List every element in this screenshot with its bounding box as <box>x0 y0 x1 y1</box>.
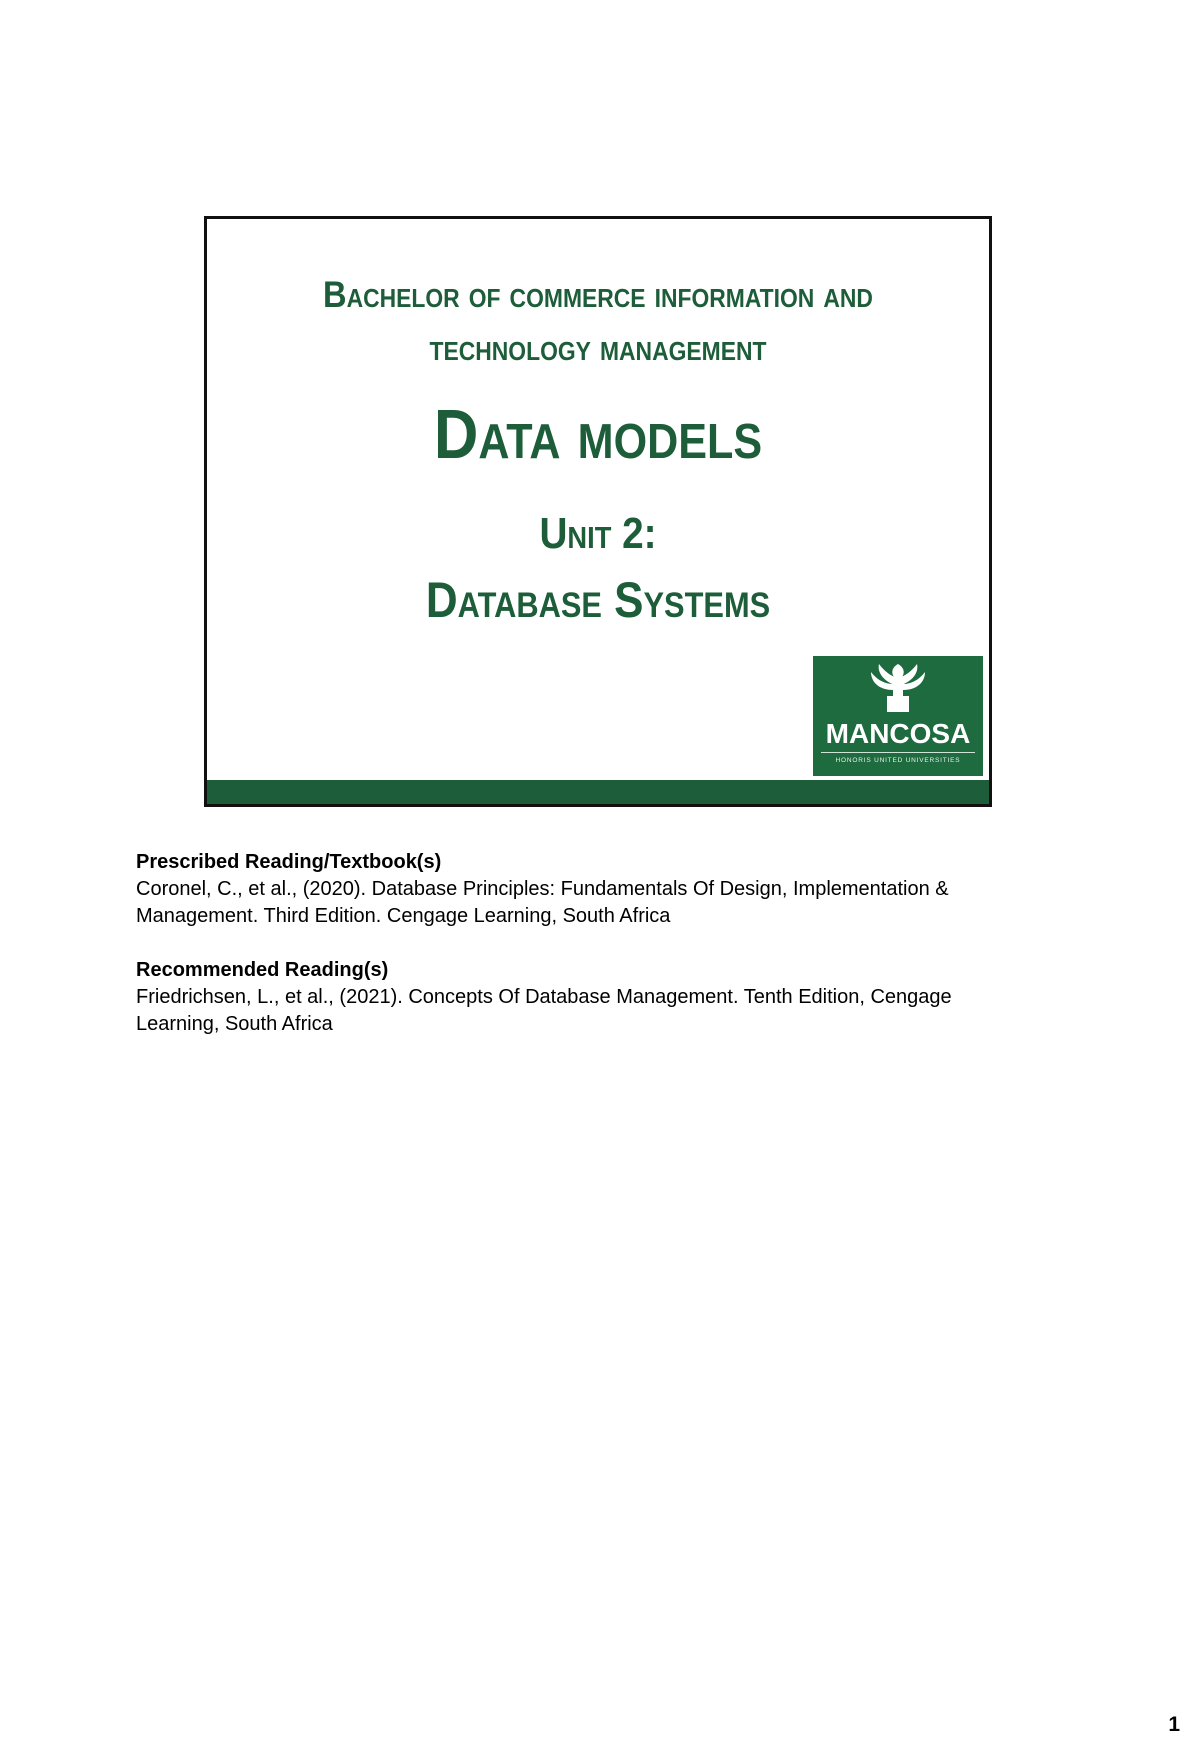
logo-subtitle: HONORIS UNITED UNIVERSITIES <box>835 757 961 764</box>
reading-notes <box>136 849 1076 1038</box>
recommended-reference-line-1: Friedrichsen, L., et al., (2021). Concepts Of Database Management. Tenth Edition, Cengage <box>136 986 952 1008</box>
recommended-reference-line-2: Learning, South Africa <box>136 1013 333 1035</box>
logo-divider <box>821 752 975 753</box>
tree-logo-icon <box>813 664 983 712</box>
page-number: 1 <box>1168 1713 1180 1736</box>
prescribed-reading-heading: Prescribed Reading/Textbook(s) <box>136 851 442 873</box>
mancosa-logo <box>813 656 983 776</box>
recommended-reading-heading: Recommended Reading(s) <box>136 959 389 981</box>
slide-footer-bar <box>207 780 989 804</box>
module-title: Data models <box>433 395 763 473</box>
prescribed-reference-line-2: Management. Third Edition. Cengage Learning, South Africa <box>136 905 671 927</box>
unit-number: Unit 2: <box>539 509 657 558</box>
program-title-line-2: technology management <box>429 327 767 368</box>
logo-wordmark: MANCOSA <box>825 718 971 749</box>
unit-title: Database Systems <box>425 572 771 628</box>
prescribed-reference-line-1: Coronel, C., et al., (2020). Database Principles: Fundamentals Of Design, Implementation & <box>136 878 949 900</box>
program-title-line-1: Bachelor of commerce information and <box>323 274 873 315</box>
title-slide <box>204 216 992 807</box>
section-spacer <box>136 930 1076 957</box>
